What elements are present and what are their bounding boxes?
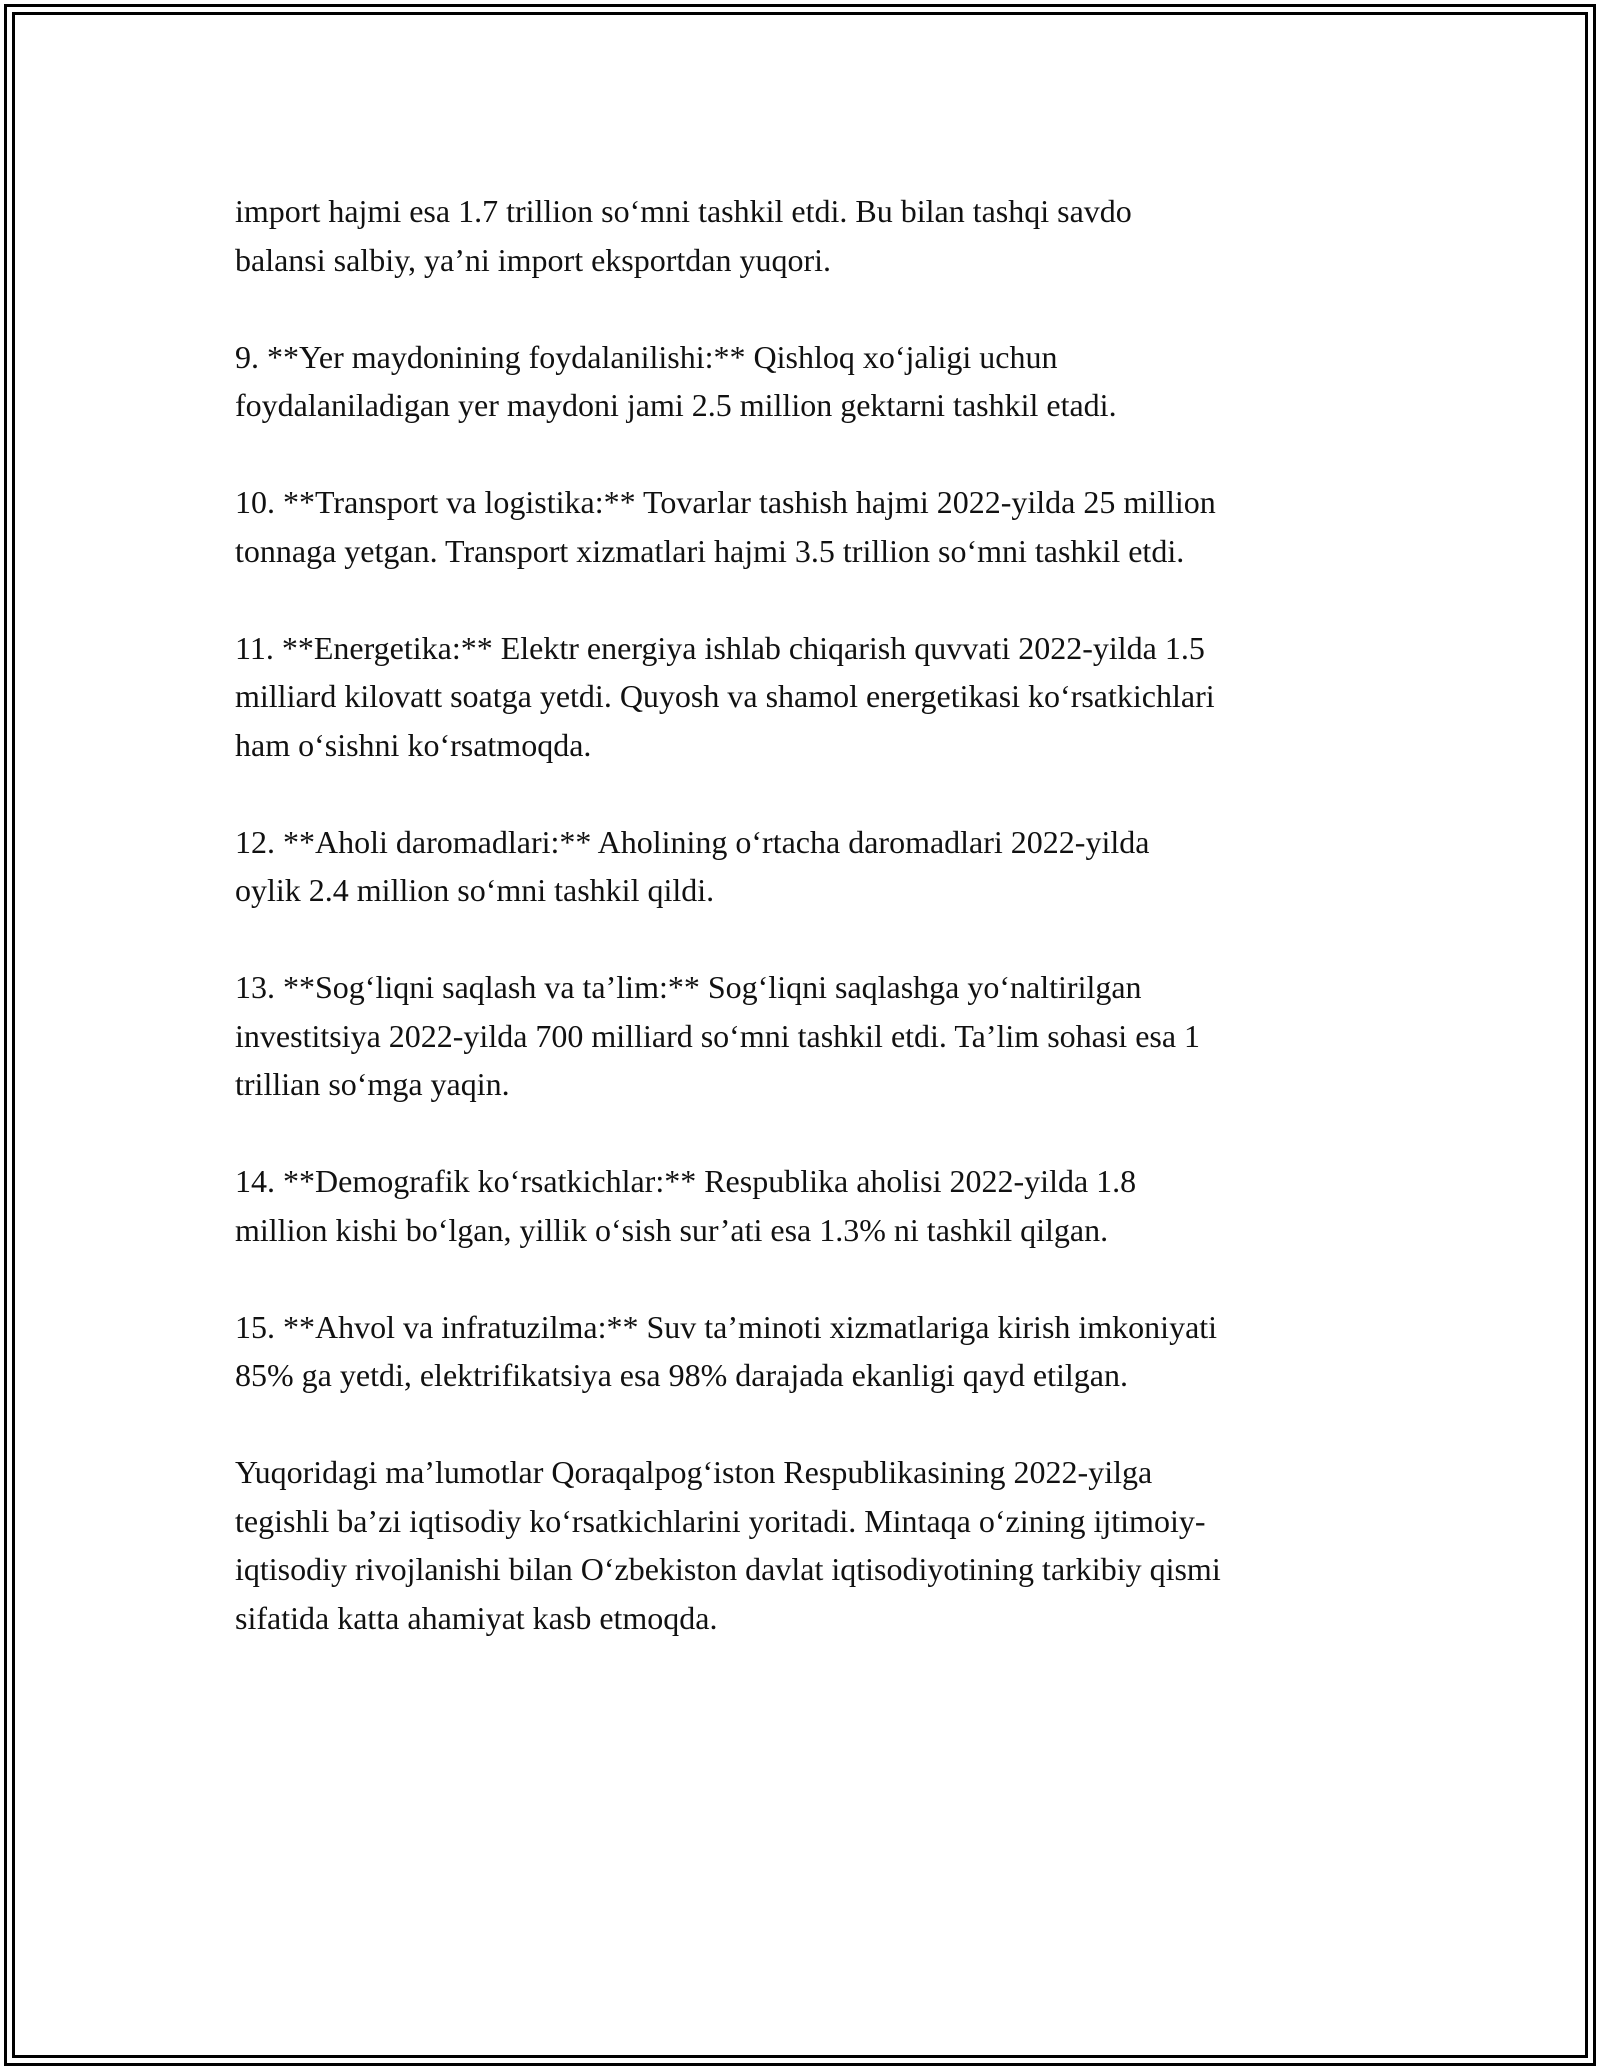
text-line: 9. **Yer maydonining foydalanilishi:** Qishloq xo‘jaligi uchun	[235, 338, 1058, 375]
text-line: investitsiya 2022-yilda 700 milliard so‘mni tashkil etdi. Ta’lim sohasi esa 1	[235, 1017, 1201, 1054]
paragraph-energy	[235, 624, 1380, 770]
text-line: 15. **Ahvol va infratuzilma:** Suv ta’minoti xizmatlariga kirish imkoniyati	[235, 1308, 1218, 1345]
text-line: 13. **Sog‘liqni saqlash va ta’lim:** Sog‘liqni saqlashga yo‘naltirilgan	[235, 969, 1142, 1005]
document-body	[235, 187, 1380, 1691]
text-line: 14. **Demografik ko‘rsatkichlar:** Respublika aholisi 2022-yilda 1.8	[235, 1163, 1137, 1199]
paragraph-income	[235, 818, 1380, 915]
text-line: 12. **Aholi daromadlari:** Aholining o‘rtacha daromadlari 2022-yilda	[235, 823, 1150, 860]
text-line: sifatida katta ahamiyat kasb etmoqda.	[235, 1599, 718, 1636]
paragraph-health-education	[235, 963, 1380, 1109]
text-line: oylik 2.4 million so‘mni tashkil qildi.	[235, 872, 715, 908]
paragraph-infrastructure	[235, 1303, 1380, 1400]
text-line: iqtisodiy rivojlanishi bilan O‘zbekiston davlat iqtisodiyotining tarkibiy qismi	[235, 1551, 1221, 1587]
text-line: ham o‘sishni ko‘rsatmoqda.	[235, 726, 592, 763]
paragraph-demographics	[235, 1157, 1380, 1254]
paragraph-import-balance	[235, 187, 1380, 284]
text-line: balansi salbiy, ya’ni import eksportdan yuqori.	[235, 241, 832, 278]
text-line: 85% ga yetdi, elektrifikatsiya esa 98% darajada ekanligi qayd etilgan.	[235, 1357, 1128, 1393]
text-line: trillian so‘mga yaqin.	[235, 1066, 510, 1102]
text-line: foydalaniladigan yer maydoni jami 2.5 million gektarni tashkil etadi.	[235, 387, 1117, 423]
text-line: milliard kilovatt soatga yetdi. Quyosh va shamol energetikasi ko‘rsatkichlari	[235, 678, 1215, 714]
text-line: tonnaga yetgan. Transport xizmatlari hajmi 3.5 trillion so‘mni tashkil etdi.	[235, 532, 1185, 569]
text-line: tegishli ba’zi iqtisodiy ko‘rsatkichlarini yoritadi. Mintaqa o‘zining ijtimoiy-	[235, 1502, 1206, 1539]
paragraph-conclusion	[235, 1448, 1380, 1642]
text-line: import hajmi esa 1.7 trillion so‘mni tashkil etdi. Bu bilan tashqi savdo	[235, 193, 1132, 229]
text-line: 10. **Transport va logistika:** Tovarlar tashish hajmi 2022-yilda 25 million	[235, 484, 1216, 520]
text-line: million kishi bo‘lgan, yillik o‘sish sur’ati esa 1.3% ni tashkil qilgan.	[235, 1211, 1109, 1248]
text-line: 11. **Energetika:** Elektr energiya ishlab chiqarish quvvati 2022-yilda 1.5	[235, 629, 1205, 666]
paragraph-transport	[235, 478, 1380, 575]
paragraph-land-use	[235, 333, 1380, 430]
text-line: Yuqoridagi ma’lumotlar Qoraqalpog‘iston Respublikasining 2022-yilga	[235, 1454, 1153, 1490]
